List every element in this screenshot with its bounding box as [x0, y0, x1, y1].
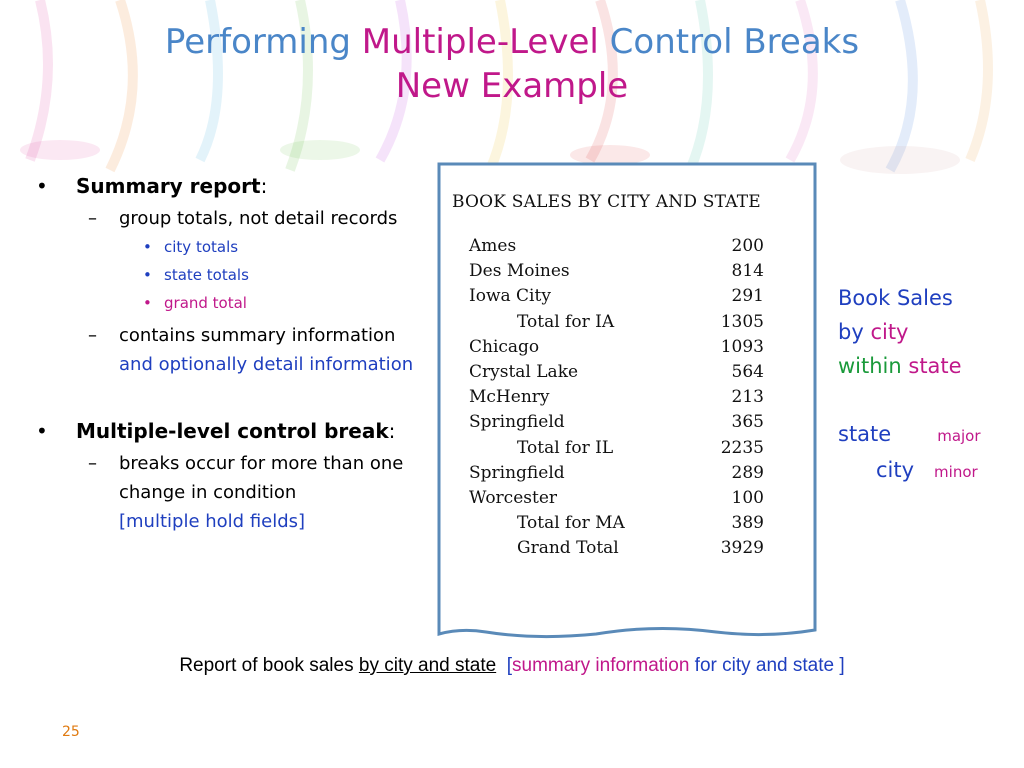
sub-sub-bullet-city-totals: • city totals	[36, 233, 426, 261]
sub-sub-bullet-grand-total: • grand total	[36, 289, 426, 317]
report-row-name: Total for MA	[517, 513, 625, 534]
report-row-value: 291	[731, 286, 764, 307]
report-row	[436, 463, 818, 488]
side-by-city	[838, 315, 1018, 349]
sub-bullet-group-totals: – group totals, not detail records	[36, 204, 426, 233]
summary-info-text: contains summary information	[119, 325, 396, 346]
side-major-label: major	[937, 427, 981, 445]
report-row	[436, 337, 818, 362]
report-row	[436, 261, 818, 286]
side-state-major	[838, 417, 1018, 453]
report-row-name: Total for IL	[517, 437, 614, 458]
report-row-value: 1093	[720, 336, 764, 357]
bullet-list	[36, 172, 426, 536]
title-part-2: Multiple-Level	[361, 22, 599, 62]
caption-part-c: [	[496, 655, 513, 676]
side-minor-label: minor	[934, 463, 978, 481]
side-by-text: by	[838, 320, 871, 344]
report-row-name: Iowa City	[469, 286, 551, 307]
report-row-value: 389	[731, 513, 764, 534]
report-row	[436, 438, 818, 463]
side-state-text: state	[908, 354, 962, 378]
title-line-2: New Example	[395, 66, 629, 106]
report-row	[436, 513, 818, 538]
report-row	[436, 312, 818, 337]
report-row-name: Ames	[469, 236, 517, 256]
report-row-value: 1305	[720, 311, 764, 332]
sub-bullet-breaks-occur	[36, 449, 426, 536]
slide-caption	[0, 655, 1024, 677]
report-title: BOOK SALES BY CITY AND STATE	[452, 192, 761, 212]
caption-part-e: for city and state ]	[689, 655, 845, 676]
caption-part-b: by city and state	[358, 655, 497, 676]
report-row-value: 2235	[720, 437, 764, 458]
report-row-value: 200	[731, 236, 764, 256]
report-row-value: 564	[731, 362, 764, 382]
report-row	[436, 538, 818, 563]
side-city-text: city	[870, 320, 909, 344]
report-row-name: Chicago	[469, 336, 540, 357]
report-printout	[436, 162, 818, 640]
caption-part-d: summary information	[512, 655, 690, 676]
report-row-name: Worcester	[469, 488, 558, 508]
slide-number: 25	[62, 724, 80, 740]
report-row-name: Springfield	[469, 412, 565, 433]
report-row-name: Crystal Lake	[469, 362, 579, 382]
side-notes	[838, 281, 1018, 489]
optional-detail-text: and optionally detail information	[119, 354, 414, 375]
report-row-name: Total for IA	[517, 311, 615, 332]
side-city-minor	[838, 453, 1018, 489]
report-row-value: 3929	[720, 538, 764, 559]
report-row	[436, 286, 818, 311]
hold-fields-text: [multiple hold fields]	[119, 511, 306, 532]
sub-bullet-summary-info	[36, 321, 426, 379]
report-row-value: 213	[731, 387, 764, 408]
side-within-text: within	[838, 354, 909, 378]
report-row	[436, 412, 818, 437]
report-row-value: 814	[731, 261, 764, 282]
report-row	[436, 362, 818, 387]
report-row-name: Des Moines	[469, 261, 570, 282]
title-part-1: Performing	[164, 22, 362, 62]
slide-title	[0, 20, 1024, 108]
report-body	[436, 162, 818, 640]
report-row-name: Grand Total	[517, 538, 619, 559]
report-row	[436, 387, 818, 412]
report-row-value: 100	[731, 488, 764, 508]
side-book-sales: Book Sales	[838, 286, 953, 310]
side-city-label: city	[876, 458, 915, 482]
report-row	[436, 488, 818, 513]
bullet-summary-report: • Summary report:	[36, 172, 426, 200]
breaks-occur-text: breaks occur for more than one change in condition	[119, 453, 404, 503]
caption-part-a: Report of book sales	[179, 655, 359, 676]
report-row	[436, 236, 818, 261]
bullet-multiple-level: • Multiple-level control break:	[36, 417, 426, 445]
report-row-value: 365	[731, 412, 764, 433]
bullet-multiple-level-label: Multiple-level control break	[76, 419, 389, 443]
report-row-name: Springfield	[469, 462, 565, 483]
sub-sub-bullet-state-totals: • state totals	[36, 261, 426, 289]
title-part-3: Control Breaks	[598, 22, 860, 62]
report-row-value: 289	[731, 462, 764, 483]
side-within-state	[838, 349, 1018, 383]
report-row-name: McHenry	[469, 387, 550, 408]
side-state-label: state	[838, 422, 892, 446]
bullet-summary-report-label: Summary report	[76, 174, 261, 198]
